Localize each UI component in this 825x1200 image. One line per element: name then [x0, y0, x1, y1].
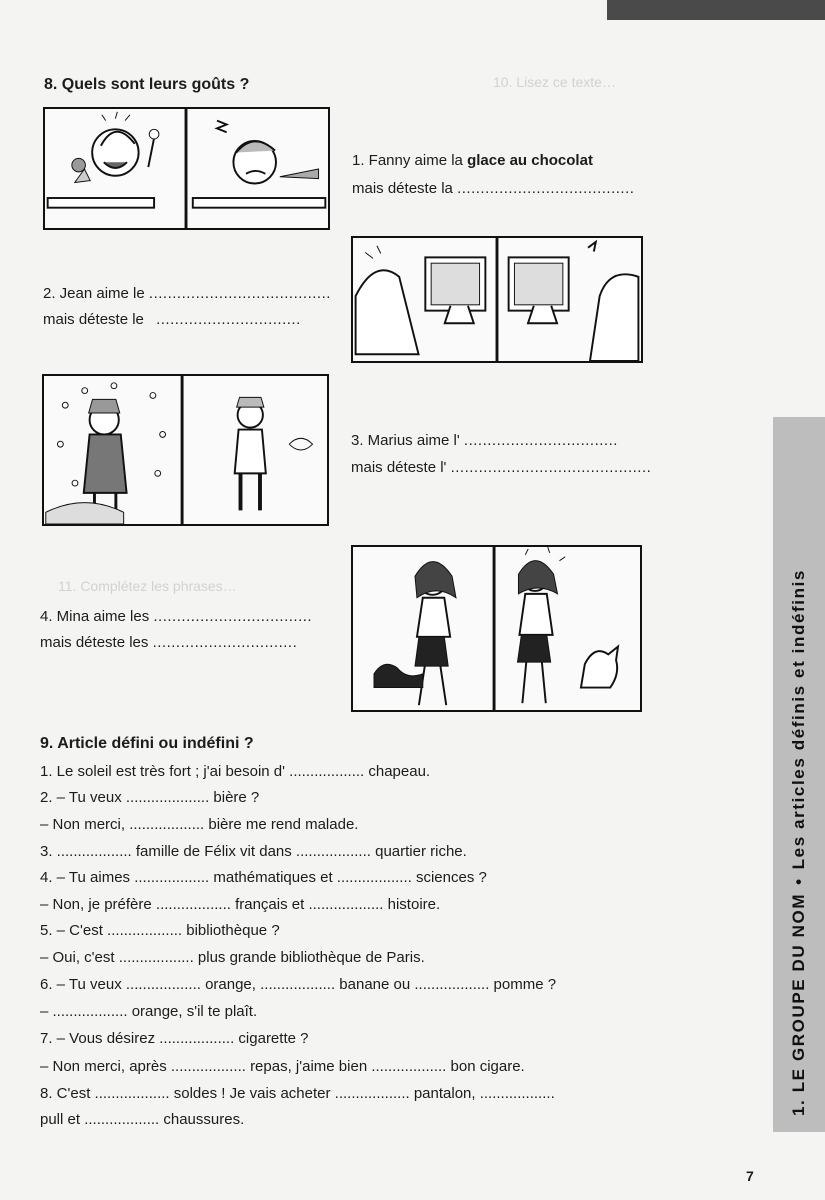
- item-1-dislike-blank[interactable]: ......................................: [457, 180, 635, 197]
- exercise-9-line-4: 3. .................. famille de Félix vit dans .................. quartier riche.: [40, 843, 467, 860]
- bleed-through-title: 10. Lisez ce texte…: [493, 74, 616, 90]
- exercise-8-item-1-line-2: [352, 180, 634, 198]
- jean-cartoon-illustration: [353, 238, 641, 361]
- exercise-9-line-2: 2. – Tu veux .................... bière ?: [40, 789, 260, 806]
- exercise-9-line-14: pull et .................. chaussures.: [40, 1111, 245, 1128]
- item-3-dislike-prefix: mais déteste l': [351, 459, 451, 476]
- item-2-dislike-blank[interactable]: ...............................: [156, 311, 301, 328]
- item-1-dislike-prefix: mais déteste la: [352, 180, 458, 197]
- exercise-8-item-2-line-2: [43, 311, 301, 329]
- item-1-answer-example: glace au chocolat: [467, 152, 593, 169]
- item-3-like-prefix: 3. Marius aime l': [351, 432, 464, 449]
- chapter-topic: Les articles définis et indéfinis: [789, 569, 808, 870]
- item-4-dislike-blank[interactable]: ...............................: [152, 634, 298, 651]
- exercise-8-item-4-line-2: [40, 634, 297, 652]
- exercise-8-item-4-line-1: [40, 608, 312, 626]
- item-4-like-blank[interactable]: ..................................: [153, 608, 313, 625]
- item-2-like-prefix: 2. Jean aime le: [43, 285, 149, 302]
- chapter-separator: •: [789, 877, 808, 885]
- item-3-like-blank[interactable]: .................................: [463, 432, 618, 449]
- exercise-9-line-5: 4. – Tu aimes .................. mathématiques et .................. sciences ?: [40, 869, 487, 886]
- corner-tab: [607, 0, 825, 20]
- chapter-side-tab: [773, 417, 825, 1132]
- item-2-like-blank[interactable]: .......................................: [148, 285, 331, 302]
- exercise-9-line-13: 8. C'est .................. soldes ! Je vais acheter .................. pantalon, ..................: [40, 1085, 555, 1102]
- panel-jean: [351, 236, 643, 363]
- exercise-8-item-2-line-1: [43, 285, 331, 303]
- item-1-prefix: 1. Fanny aime la: [352, 152, 468, 169]
- item-4-like-prefix: 4. Mina aime les: [40, 608, 154, 625]
- panel-mina: [351, 545, 642, 712]
- exercise-9-line-8: – Oui, c'est .................. plus grande bibliothèque de Paris.: [40, 949, 425, 966]
- item-4-dislike-prefix: mais déteste les: [40, 634, 153, 651]
- exercise-8-title: 8. Quels sont leurs goûts ?: [44, 76, 250, 93]
- chapter-name: 1. LE GROUPE DU NOM: [789, 892, 808, 1116]
- page-number: 7: [746, 1168, 754, 1184]
- chapter-side-tab-label: [773, 417, 825, 1132]
- exercise-9-line-9: 6. – Tu veux .................. orange, .................. banane ou .................. pomme ?: [40, 976, 557, 993]
- exercise-9-line-11: 7. – Vous désirez .................. cigarette ?: [40, 1030, 309, 1047]
- panel-marius: [42, 374, 329, 526]
- exercise-8-item-1-line-1: [352, 152, 593, 170]
- item-2-dislike-prefix: mais déteste le: [43, 311, 149, 328]
- exercise-9-line-10: – .................. orange, s'il te plaît.: [40, 1003, 258, 1020]
- bleed-through-title: 11. Complétez les phrases…: [58, 578, 237, 594]
- marius-cartoon-illustration: [44, 376, 327, 524]
- exercise-8-item-3-line-1: [351, 432, 618, 450]
- fanny-cartoon-illustration: [45, 109, 328, 228]
- exercise-9-line-1: 1. Le soleil est très fort ; j'ai besoin d' .................. chapeau.: [40, 763, 431, 780]
- exercise-9-line-3: – Non merci, .................. bière me rend malade.: [40, 816, 359, 833]
- exercise-8-item-3-line-2: [351, 459, 651, 477]
- exercise-9-line-6: – Non, je préfère .................. français et .................. histoire.: [40, 896, 441, 913]
- mina-cartoon-illustration: [353, 547, 640, 710]
- exercise-9-line-7: 5. – C'est .................. bibliothèque ?: [40, 922, 280, 939]
- item-3-dislike-blank[interactable]: ...........................................: [450, 459, 652, 476]
- exercise-9-line-12: – Non merci, après .................. repas, j'aime bien .................. bon cigare.: [40, 1058, 525, 1075]
- panel-fanny: [43, 107, 330, 230]
- exercise-9-title: 9. Article défini ou indéfini ?: [40, 735, 254, 752]
